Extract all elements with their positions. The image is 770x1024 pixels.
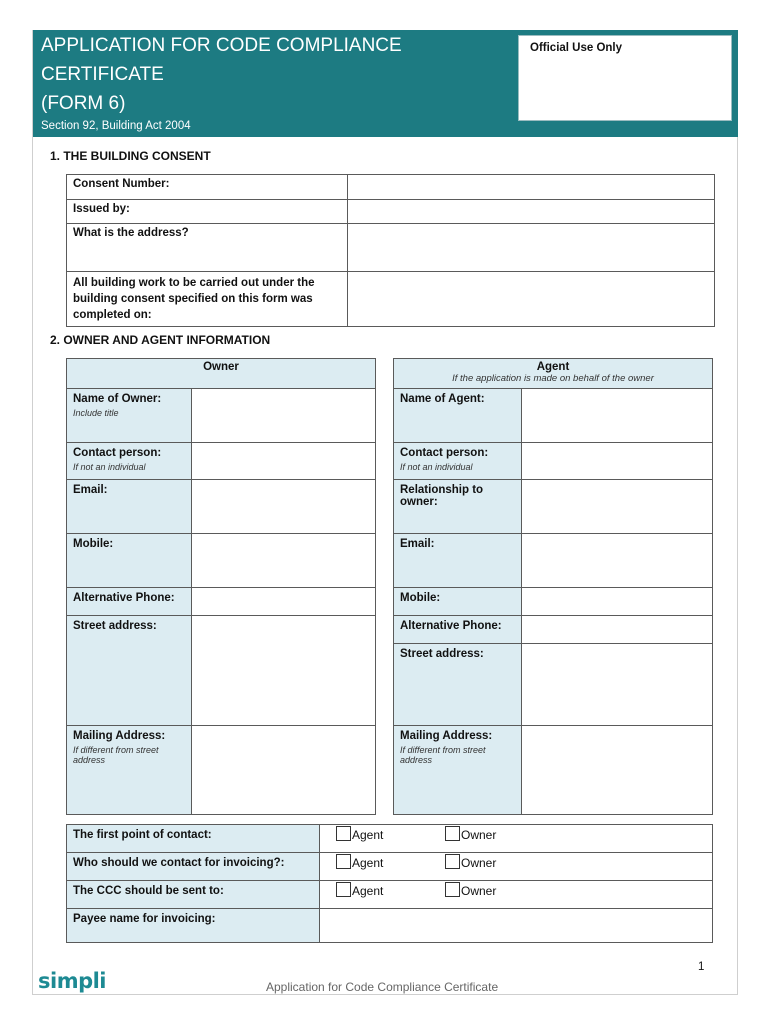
agent-alt-phone-field[interactable] — [522, 616, 713, 644]
invoicing-agent-label: Agent — [352, 856, 384, 870]
ccc-agent-label: Agent — [352, 884, 384, 898]
building-consent-table — [66, 174, 715, 327]
first-contact-agent-label: Agent — [352, 828, 384, 842]
owner-alt-phone-label: Alternative Phone: — [67, 588, 192, 616]
owner-mailing-label: Mailing Address: If different from street address — [67, 726, 192, 815]
owner-contact-field[interactable] — [192, 443, 376, 480]
first-contact-owner-checkbox[interactable] — [445, 826, 460, 841]
owner-mobile-field[interactable] — [192, 534, 376, 588]
section-2-heading: 2. OWNER AND AGENT INFORMATION — [50, 333, 271, 347]
ccc-sent-to-label: The CCC should be sent to: — [67, 881, 320, 909]
agent-email-field[interactable] — [522, 534, 713, 588]
agent-table — [393, 358, 713, 815]
issued-by-label: Issued by: — [67, 200, 348, 224]
footer-text: Application for Code Compliance Certificate — [266, 980, 499, 994]
invoicing-owner-label: Owner — [461, 856, 497, 870]
agent-contact-label: Contact person: If not an individual — [394, 443, 522, 480]
address-field[interactable] — [348, 224, 715, 272]
payee-name-label: Payee name for invoicing: — [67, 909, 320, 943]
form-title-line-3: (FORM 6) — [41, 93, 126, 114]
agent-street-label: Street address: — [394, 644, 522, 726]
agent-name-label: Name of Agent: — [394, 389, 522, 443]
owner-name-label: Name of Owner: Include title — [67, 389, 192, 443]
invoicing-owner-checkbox[interactable] — [445, 854, 460, 869]
owner-table — [66, 358, 376, 815]
first-contact-agent-checkbox[interactable] — [336, 826, 351, 841]
owner-header: Owner — [67, 359, 376, 389]
consent-number-field[interactable] — [348, 175, 715, 200]
owner-street-field[interactable] — [192, 616, 376, 726]
form-title-line-2: CERTIFICATE — [41, 64, 164, 85]
owner-name-field[interactable] — [192, 389, 376, 443]
contact-preferences-table — [66, 824, 713, 943]
agent-name-field[interactable] — [522, 389, 713, 443]
agent-mobile-label: Mobile: — [394, 588, 522, 616]
agent-relationship-label: Relationship to owner: — [394, 480, 522, 534]
official-use-box — [518, 35, 732, 121]
owner-contact-label: Contact person: If not an individual — [67, 443, 192, 480]
owner-alt-phone-field[interactable] — [192, 588, 376, 616]
official-use-label: Official Use Only — [530, 42, 623, 54]
form-title-line-1: APPLICATION FOR CODE COMPLIANCE — [41, 35, 402, 56]
agent-header: Agent If the application is made on behalf of the owner — [394, 359, 713, 389]
owner-mailing-field[interactable] — [192, 726, 376, 815]
agent-mailing-label: Mailing Address: If different from street address — [394, 726, 522, 815]
consent-number-label: Consent Number: — [67, 175, 348, 200]
ccc-owner-label: Owner — [461, 884, 497, 898]
invoicing-agent-checkbox[interactable] — [336, 854, 351, 869]
agent-email-label: Email: — [394, 534, 522, 588]
agent-mailing-field[interactable] — [522, 726, 713, 815]
agent-alt-phone-label: Alternative Phone: — [394, 616, 522, 644]
agent-relationship-field[interactable] — [522, 480, 713, 534]
agent-street-field[interactable] — [522, 644, 713, 726]
first-contact-owner-label: Owner — [461, 828, 497, 842]
section-1-heading: 1. THE BUILDING CONSENT — [50, 149, 211, 163]
owner-email-label: Email: — [67, 480, 192, 534]
completed-on-field[interactable] — [348, 272, 715, 327]
issued-by-field[interactable] — [348, 200, 715, 224]
simpli-logo: simpli — [38, 969, 107, 993]
page-number: 1 — [698, 961, 705, 973]
ccc-agent-checkbox[interactable] — [336, 882, 351, 897]
first-contact-label: The first point of contact: — [67, 825, 320, 853]
completed-on-label: All building work to be carried out under the building consent specified on this form was completed on: — [67, 272, 348, 327]
owner-street-label: Street address: — [67, 616, 192, 726]
ccc-owner-checkbox[interactable] — [445, 882, 460, 897]
agent-mobile-field[interactable] — [522, 588, 713, 616]
owner-mobile-label: Mobile: — [67, 534, 192, 588]
form-subtitle: Section 92, Building Act 2004 — [41, 120, 191, 132]
payee-name-field[interactable] — [320, 909, 713, 943]
owner-email-field[interactable] — [192, 480, 376, 534]
address-label: What is the address? — [67, 224, 348, 272]
invoicing-contact-label: Who should we contact for invoicing?: — [67, 853, 320, 881]
agent-contact-field[interactable] — [522, 443, 713, 480]
